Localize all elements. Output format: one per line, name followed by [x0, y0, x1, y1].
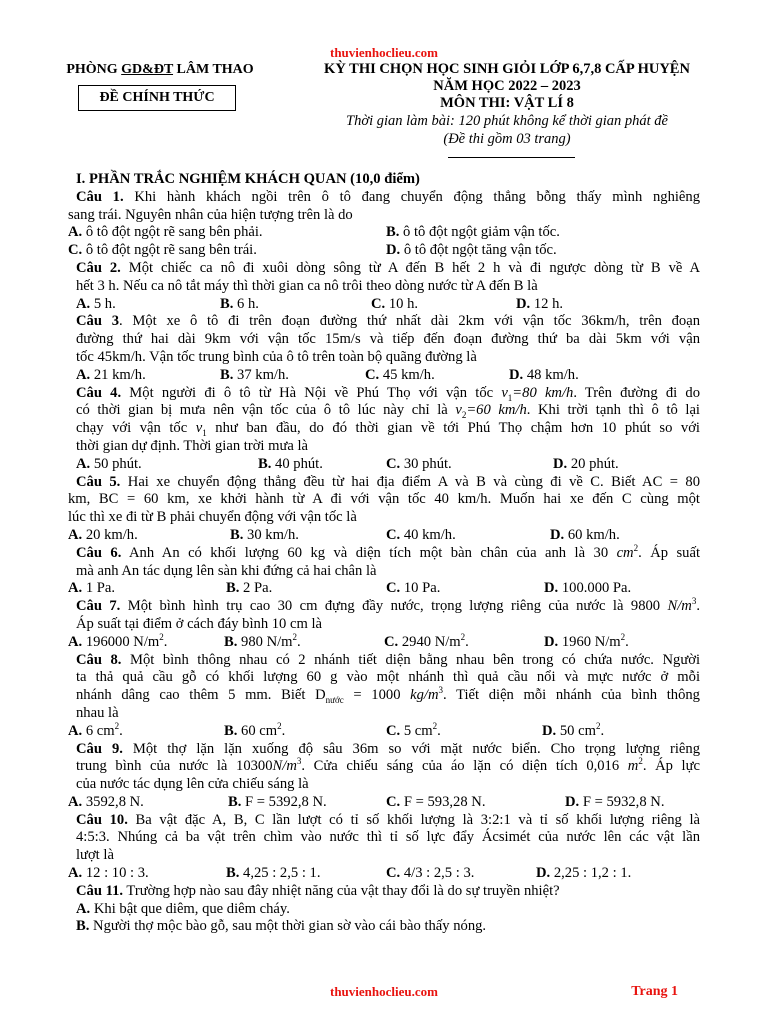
page-number: Trang 1 [631, 984, 678, 999]
site-watermark-top: thuvienhoclieu.com [330, 45, 438, 60]
question-3: Câu 3. Một xe ô tô đi trên đoạn đường thứ nhất dài 2km với vận tốc 36km/h, trên đoạn đường thứ hai dài 9km với vận tốc 15m/s và tiếp đến đoạn đường thứ ba dài 5km với vận tốc 45km/h. Vận tốc trung bình của ô tô trên toàn bộ quãng đường là A. 21 km/h. B. 37 km/h. C. 45 km/h. D. 48 km/h. [76, 313, 700, 383]
subject: MÔN THI: VẬT LÍ 8 [440, 95, 574, 111]
exam-header [282, 61, 732, 148]
header-rule [448, 157, 575, 158]
exam-content [68, 171, 700, 936]
question-5: Câu 5. Hai xe chuyển động thẳng đều từ hai địa điểm A và B và cùng đi về C. Biết AC = 80 km, BC = 60 km, xe khởi hành từ A đi với vận tốc 40 km/h. Muốn hai xe đến C cùng một lúc thì xe đi từ B phải chuyển động với vận tốc là A. 20 km/h. B. 30 km/h. C. 40 km/h. D. 60 km/h. [68, 473, 701, 543]
school-year: NĂM HỌC 2022 – 2023 [433, 78, 581, 94]
question-8: Câu 8. Một bình thông nhau có 2 nhánh tiết diện bằng nhau bên trong có chứa nước. Người ta thả quả cầu gỗ có khối lượng 60 g vào một nhánh thì quả cầu nổi và mực nước ở mỗi nhánh dâng cao thêm 5 mm. Biết $D_{nước} = 1000$ $kg/m^3$. Tiết diện mỗi nhánh của bình thông nhau là A. 6 $cm^2$. B. 60 $cm^2$. C. 5 $cm^2$. D. 50 $cm^2$. [68, 651, 700, 739]
page-count: (Đề thi gồm 03 trang) [443, 131, 571, 147]
question-1: Câu 1. Khi hành khách ngồi trên ô tô đang chuyển động thẳng bỗng thấy mình nghiêng sang trái. Nguyên nhân của hiện tượng trên là do A. ô tô đột ngột rẽ sang bên phải. B. ô tô đột ngột giảm vận tốc. C. ô tô đột ngột rẽ sang bên trái. D. ô tô đột ngột tăng vận tốc. [68, 188, 700, 259]
question-7: Câu 7. Một bình hình trụ cao 30 cm đựng đầy nước, trọng lượng riêng của nước là 9800 $N/m^3$. Áp suất tại điểm ở cách đáy bình 10 cm là A. 196000 $N/m^2$. B. 980 $N/m^2$. C. 2940 $N/m^2$. D. 1960 $N/m^2$. [68, 596, 700, 650]
site-watermark-bottom: thuvienhoclieu.com [330, 984, 438, 999]
question-11: Câu 11. Trường hợp nào sau đây nhiệt năng của vật thay đổi là do sự truyền nhiệt? A. Khi bật que diêm, que diêm cháy. B. Người thợ mộc bào gỗ, sau một thời gian sờ vào cái bào thấy nóng. [76, 882, 560, 935]
question-6: Câu 6. Anh An có khối lượng 60 kg và diện tích một bàn chân của anh là 30 $cm^2$. Áp suất mà anh An tác dụng lên sàn khi đứng cả hai chân là A. 1 Pa. B. 2 Pa. C. 10 Pa. D. 100.000 Pa. [68, 542, 701, 597]
section-title: I. PHẦN TRẮC NGHIỆM KHÁCH QUAN (10,0 điểm) [76, 171, 420, 187]
question-4: Câu 4. Một người đi ô tô từ Hà Nội về Phú Thọ với vận tốc $v_1=80$ km/h. Trên đường đi do có thời gian bị mưa nên vận tốc của ô tô lúc này chỉ là $v_2=60$ km/h. Khi trời tạnh thì ô tô lại chạy với vận tốc $v_1$ như ban đầu, do đó thời gian về tới Phú Thọ chậm hơn 10 phút so với thời gian dự định. Thời gian trời mưa là A. 50 phút. B. 40 phút. C. 30 phút. D. 20 phút. [76, 384, 701, 472]
question-2: Câu 2. Một chiếc ca nô đi xuôi dòng sông từ A đến B hết 2 h và đi ngược dòng từ B về A hết 3 h. Nếu ca nô tắt máy thì thời gian ca nô trôi theo dòng nước từ A đến B là A. 5 h. B. 6 h. C. 10 h. D. 12 h. [76, 259, 701, 312]
education-office: PHÒNG GD&ĐT LÂM THAO [66, 62, 254, 77]
exam-title: KỲ THI CHỌN HỌC SINH GIỎI LỚP 6,7,8 CẤP HUYỆN [324, 61, 690, 77]
time-limit: Thời gian làm bài: 120 phút không kể thời gian phát đề [346, 113, 668, 129]
official-exam-box: ĐỀ CHÍNH THỨC [78, 85, 236, 111]
question-9: Câu 9. Một thợ lặn lặn xuống độ sâu 36m so với mặt nước biển. Cho trọng lượng riêng trung bình của nước là $10300N/m^3$. Cửa chiếu sáng của áo lặn có diện tích 0,016 $m^2$. Áp lực của nước tác dụng lên cửa chiếu sáng là A. 3592,8 N. B. F = 5392,8 N. C. F = 593,28 N. D. F = 5932,8 N. [68, 740, 700, 810]
question-10: Câu 10. Ba vật đặc A, B, C lần lượt có tỉ số khối lượng là 3:2:1 và tỉ số khối lượng riêng là 4:5:3. Nhúng cả ba vật trên chìm vào nước thì tỉ số lực đẩy Ácsimét của nước lên các vật lần lượt là A. 12 : 10 : 3. B. 4,25 : 2,5 : 1. C. 4/3 : 2,5 : 3. D. 2,25 : 1,2 : 1. [68, 811, 700, 882]
